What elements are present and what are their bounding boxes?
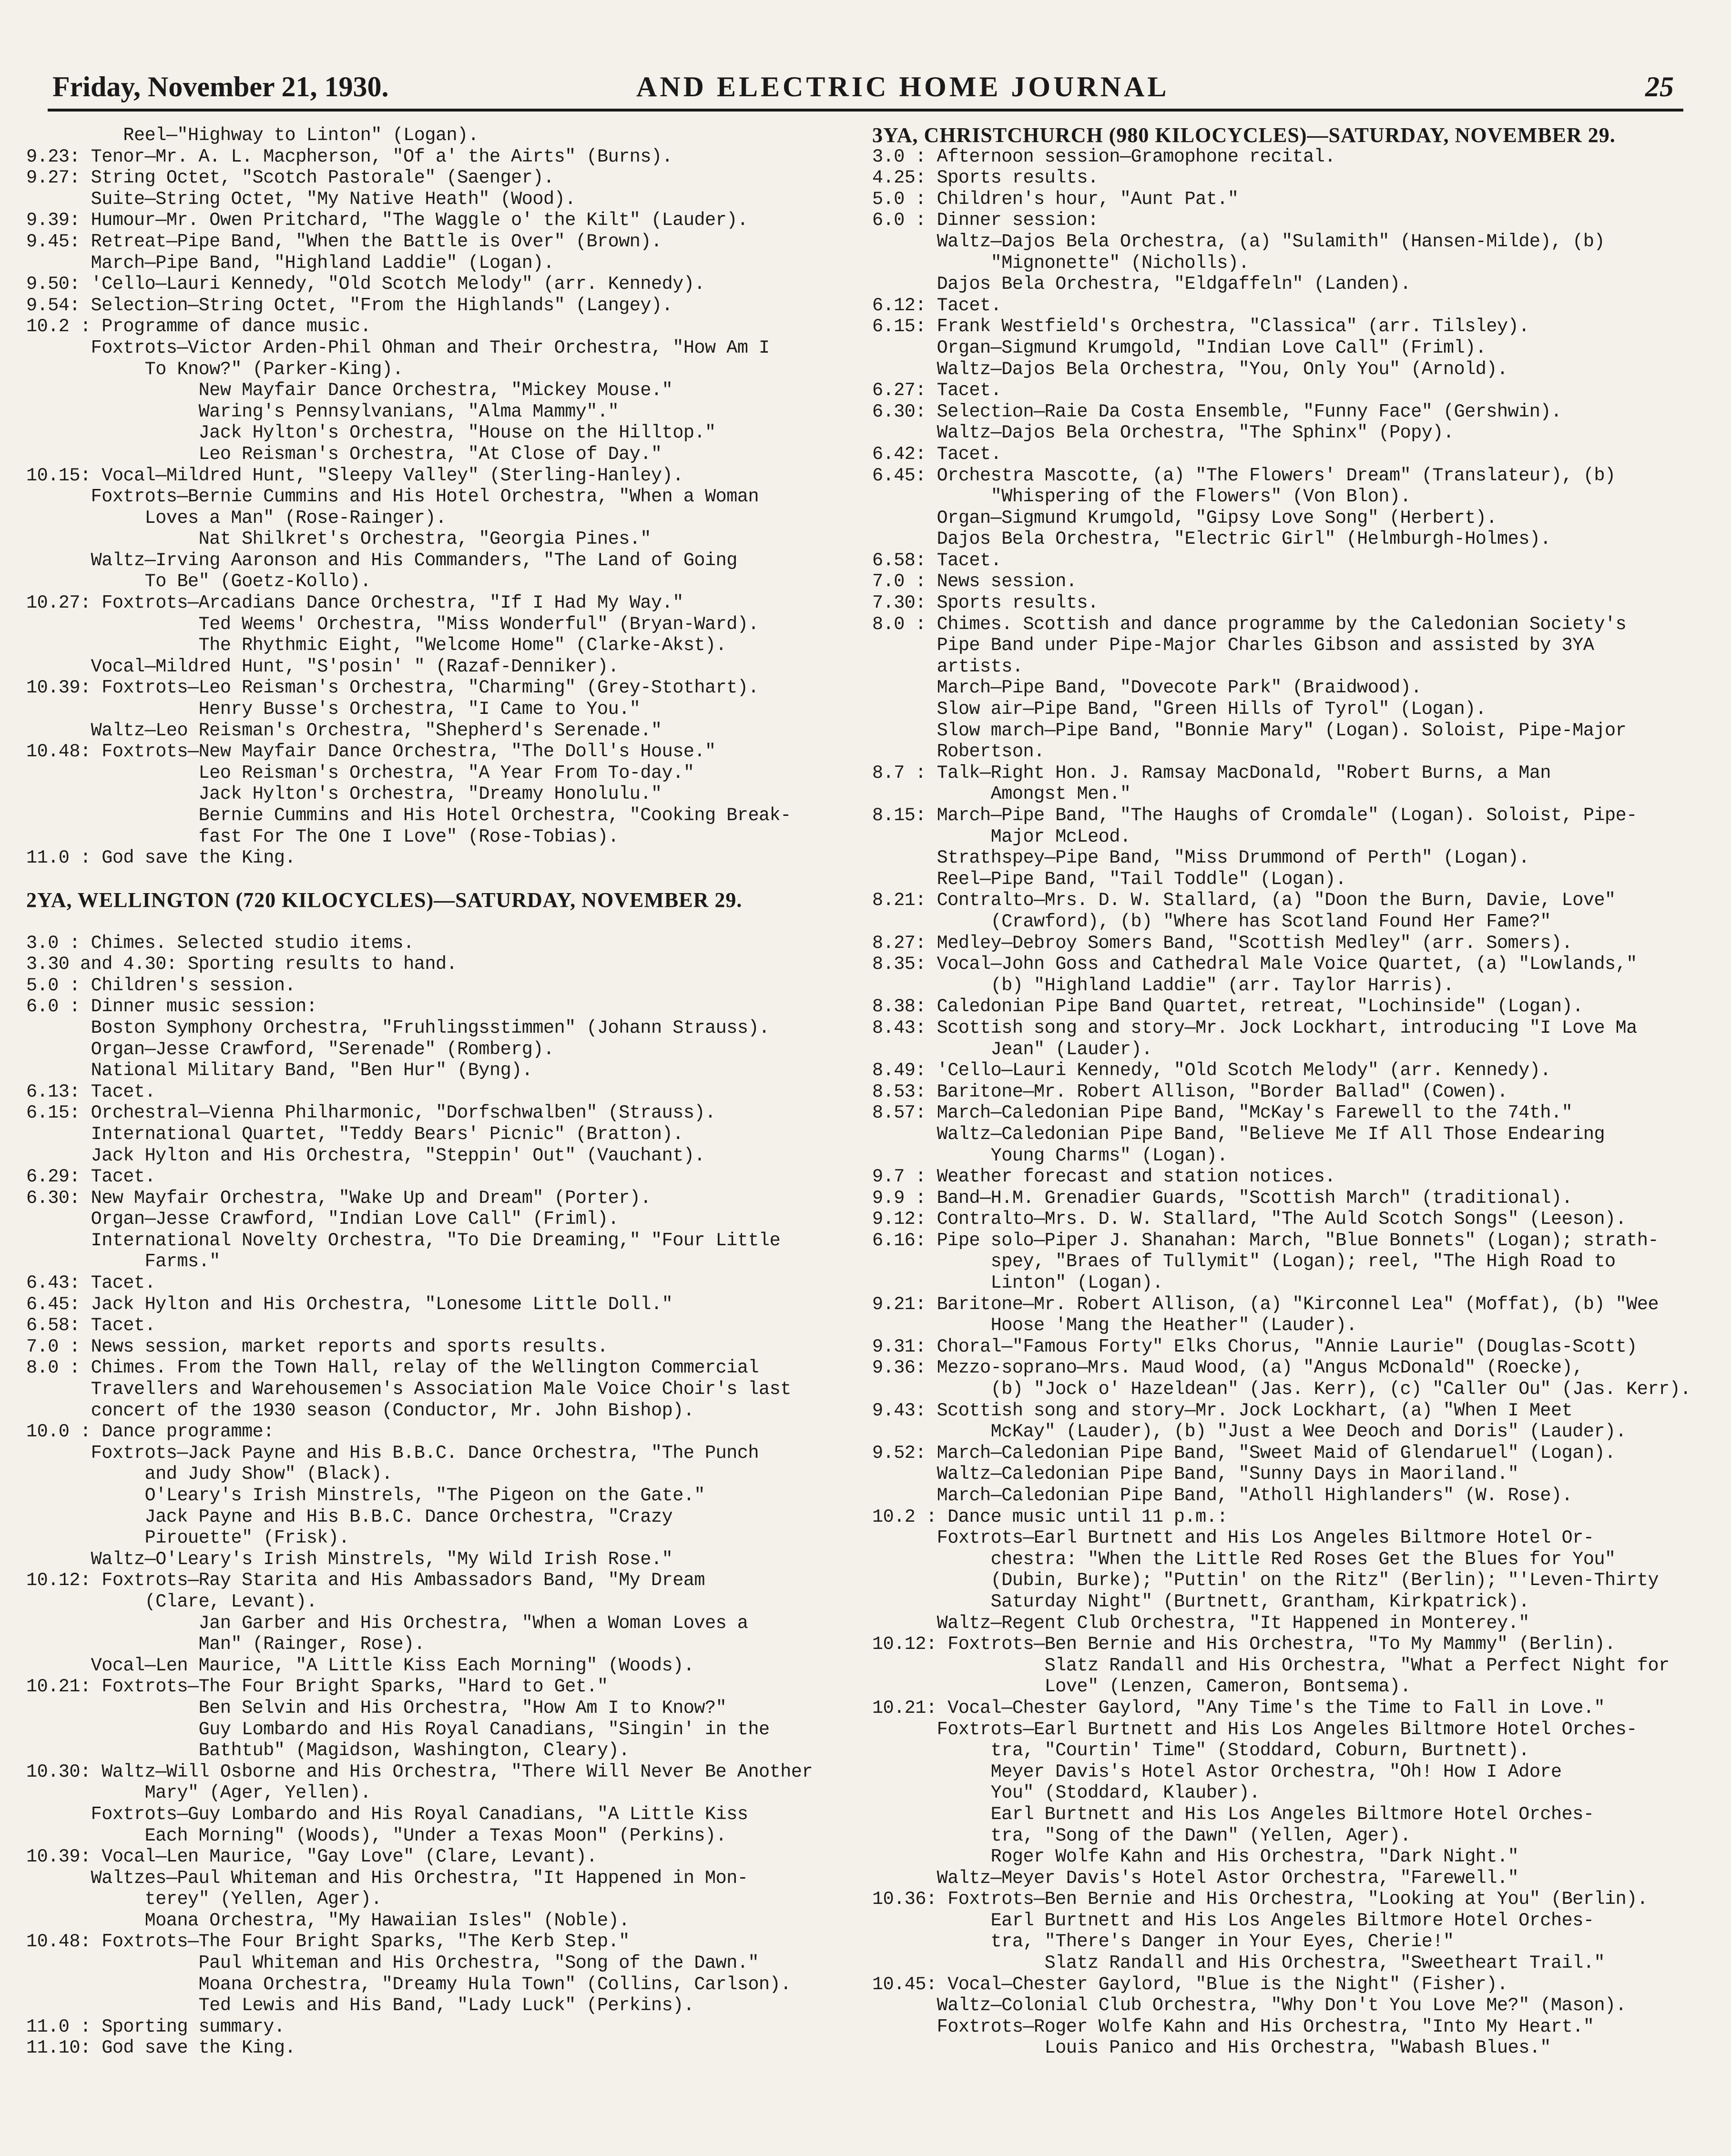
programme-line: terey" (Yellen, Ager). <box>26 1889 382 1910</box>
programme-line: 6.13: Tacet. <box>26 1081 156 1102</box>
programme-line: (b) "Highland Laddie" (arr. Taylor Harris). <box>872 975 1454 996</box>
programme-line: Slow march—Pipe Band, "Bonnie Mary" (Logan). Soloist, Pipe-Major <box>872 720 1627 741</box>
programme-line: 9.52: March—Caledonian Pipe Band, "Sweet Maid of Glendaruel" (Logan). <box>872 1442 1616 1464</box>
programme-line: Loves a Man" (Rose-Rainger). <box>26 507 447 529</box>
programme-line: (Crawford), (b) "Where has Scotland Found Her Fame?" <box>872 911 1551 932</box>
programme-line: 11.0 : God save the King. <box>26 847 296 869</box>
programme-line: Slatz Randall and His Orchestra, "What a Perfect Night for <box>872 1655 1670 1676</box>
programme-line: 10.48: Foxtrots—The Four Bright Sparks, "The Kerb Step." <box>26 1931 630 1953</box>
programme-line: 6.12: Tacet. <box>872 295 1002 316</box>
programme-line: Mary" (Ager, Yellen). <box>26 1782 371 1804</box>
programme-line: Foxtrots—Guy Lombardo and His Royal Canadians, "A Little Kiss <box>26 1803 748 1825</box>
programme-line: Man" (Rainger, Rose). <box>26 1634 425 1655</box>
left-column <box>26 125 813 2059</box>
programme-line: 7.0 : News session. <box>872 571 1077 592</box>
programme-line: 6.0 : Dinner music session: <box>26 996 317 1017</box>
programme-line: 8.57: March—Caledonian Pipe Band, "McKay's Farewell to the 74th." <box>872 1102 1573 1124</box>
programme-line: Reel—"Highway to Linton" (Logan). <box>26 125 479 146</box>
programme-line: spey, "Braes of Tullymit" (Logan); reel, "The High Road to <box>872 1251 1616 1272</box>
page-header <box>48 71 1683 112</box>
programme-line: Foxtrots—Jack Payne and His B.B.C. Dance Orchestra, "The Punch <box>26 1442 759 1464</box>
programme-line: 3.0 : Chimes. Selected studio items. <box>26 932 414 954</box>
programme-line: Waltz—O'Leary's Irish Minstrels, "My Wild Irish Rose." <box>26 1548 673 1570</box>
programme-line: Foxtrots—Roger Wolfe Kahn and His Orchestra, "Into My Heart." <box>872 2016 1594 2037</box>
programme-line: tra, "Courtin' Time" (Stoddard, Coburn, Burtnett). <box>872 1740 1529 1761</box>
programme-line: Waltz—Caledonian Pipe Band, "Sunny Days in Maoriland." <box>872 1464 1519 1485</box>
journal-title: AND ELECTRIC HOME JOURNAL <box>636 71 1170 102</box>
programme-line: 9.43: Scottish song and story—Mr. Jock Lockhart, (a) "When I Meet <box>872 1400 1573 1421</box>
programme-line: 9.39: Humour—Mr. Owen Pritchard, "The Waggle o' the Kilt" (Lauder). <box>26 210 748 231</box>
programme-line: (Dubin, Burke); "Puttin' on the Ritz" (Berlin); "'Leven-Thirty <box>872 1570 1659 1591</box>
programme-line: 7.30: Sports results. <box>872 592 1099 614</box>
programme-line: 8.27: Medley—Debroy Somers Band, "Scottish Medley" (arr. Somers). <box>872 932 1573 954</box>
programme-line: 10.2 : Programme of dance music. <box>26 316 371 337</box>
programme-line: 6.45: Jack Hylton and His Orchestra, "Lonesome Little Doll." <box>26 1293 673 1315</box>
programme-line: artists. <box>872 656 1023 677</box>
programme-line: Amongst Men." <box>872 783 1131 805</box>
programme-line: 9.9 : Band—H.M. Grenadier Guards, "Scottish March" (traditional). <box>872 1187 1573 1209</box>
programme-line: 10.21: Foxtrots—The Four Bright Sparks, "Hard to Get." <box>26 1676 608 1698</box>
programme-line: Jack Hylton and His Orchestra, "Steppin' Out" (Vauchant). <box>26 1145 705 1166</box>
programme-line: Jack Payne and His B.B.C. Dance Orchestra, "Crazy <box>26 1506 673 1527</box>
programme-line: (b) "Jock o' Hazeldean" (Jas. Kerr), (c) "Caller Ou" (Jas. Kerr). <box>872 1379 1691 1400</box>
programme-line: 8.38: Caledonian Pipe Band Quartet, retreat, "Lochinside" (Logan). <box>872 996 1583 1017</box>
programme-line: Ted Lewis and His Band, "Lady Luck" (Perkins). <box>26 1995 694 2016</box>
programme-line: 3.0 : Afternoon session—Gramophone recital. <box>872 146 1335 167</box>
programme-line: Earl Burtnett and His Los Angeles Biltmore Hotel Orches- <box>872 1803 1594 1825</box>
programme-line: New Mayfair Dance Orchestra, "Mickey Mouse." <box>26 380 673 401</box>
programme-line: 8.0 : Chimes. Scottish and dance programme by the Caledonian Society's <box>872 613 1627 635</box>
programme-line: 10.0 : Dance programme: <box>26 1421 274 1443</box>
programme-line: 6.45: Orchestra Mascotte, (a) "The Flowers' Dream" (Translateur), (b) <box>872 465 1616 486</box>
programme-line: The Rhythmic Eight, "Welcome Home" (Clarke-Akst). <box>26 635 727 656</box>
programme-line: and Judy Show" (Black). <box>26 1464 393 1485</box>
programme-line: Dajos Bela Orchestra, "Eldgaffeln" (Landen). <box>872 274 1411 295</box>
programme-line: Organ—Sigmund Krumgold, "Indian Love Call" (Friml). <box>872 337 1487 358</box>
programme-line: To Be" (Goetz-Kollo). <box>26 571 371 592</box>
programme-line: You" (Stoddard, Klauber). <box>872 1782 1260 1804</box>
programme-line: Slow air—Pipe Band, "Green Hills of Tyrol" (Logan). <box>872 699 1487 720</box>
programme-line: Vocal—Mildred Hunt, "S'posin' " (Razaf-Denniker). <box>26 656 619 677</box>
programme-line: March—Pipe Band, "Highland Laddie" (Logan). <box>26 252 554 274</box>
programme-line: Meyer Davis's Hotel Astor Orchestra, "Oh! How I Adore <box>872 1761 1562 1782</box>
programme-line: International Quartet, "Teddy Bears' Picnic" (Bratton). <box>26 1123 683 1145</box>
programme-line: Linton" (Logan). <box>872 1272 1163 1294</box>
programme-line: 6.27: Tacet. <box>872 380 1002 401</box>
programme-line: Bernie Cummins and His Hotel Orchestra, "Cooking Break- <box>26 805 791 826</box>
programme-line: March—Pipe Band, "Dovecote Park" (Braidwood). <box>872 677 1422 699</box>
programme-line: 8.21: Contralto—Mrs. D. W. Stallard, (a) "Doon the Burn, Davie, Love" <box>872 890 1616 911</box>
programme-line: Foxtrots—Bernie Cummins and His Hotel Orchestra, "When a Woman <box>26 486 759 508</box>
programme-line: 9.36: Mezzo-soprano—Mrs. Maud Wood, (a) "Angus McDonald" (Roecke), <box>872 1357 1583 1379</box>
station-heading: 3YA, CHRISTCHURCH (980 KILOCYCLES)—SATURDAY, NOVEMBER 29. <box>872 123 1616 147</box>
programme-line: Boston Symphony Orchestra, "Fruhlingsstimmen" (Johann Strauss). <box>26 1017 770 1038</box>
right-column <box>872 123 1691 2059</box>
programme-line: 6.58: Tacet. <box>872 549 1002 571</box>
programme-line: Waltz—Irving Aaronson and His Commanders, "The Land of Going <box>26 549 737 571</box>
programme-line: Leo Reisman's Orchestra, "A Year From To-day." <box>26 762 694 783</box>
programme-line: Robertson. <box>872 741 1045 763</box>
programme-line: 6.43: Tacet. <box>26 1272 156 1294</box>
spacer <box>26 911 808 933</box>
programme-line: 10.36: Foxtrots—Ben Bernie and His Orchestra, "Looking at You" (Berlin). <box>872 1889 1648 1910</box>
programme-line: Each Morning" (Woods), "Under a Texas Moon" (Perkins). <box>26 1825 727 1846</box>
programme-line: Waltzes—Paul Whiteman and His Orchestra, "It Happened in Mon- <box>26 1867 748 1889</box>
programme-line: (Clare, Levant). <box>26 1591 317 1612</box>
programme-line: 6.15: Frank Westfield's Orchestra, "Classica" (arr. Tilsley). <box>872 316 1529 337</box>
programme-line: Roger Wolfe Kahn and His Orchestra, "Dark Night." <box>872 1846 1519 1868</box>
programme-line: Waltz—Dajos Bela Orchestra, (a) "Sulamith" (Hansen-Milde), (b) <box>872 231 1605 252</box>
programme-line: Pipe Band under Pipe-Major Charles Gibson and assisted by 3YA <box>872 635 1594 656</box>
programme-line: Hoose 'Mang the Heather" (Lauder). <box>872 1315 1357 1336</box>
programme-line: Waltz—Leo Reisman's Orchestra, "Shepherd's Serenade." <box>26 720 662 741</box>
programme-line: 9.12: Contralto—Mrs. D. W. Stallard, "The Auld Scotch Songs" (Leeson). <box>872 1209 1627 1230</box>
programme-line: Major McLeod. <box>872 826 1131 847</box>
programme-line: Slatz Randall and His Orchestra, "Sweetheart Trail." <box>872 1953 1605 1974</box>
programme-line: Leo Reisman's Orchestra, "At Close of Day." <box>26 443 662 465</box>
programme-line: Moana Orchestra, "My Hawaiian Isles" (Noble). <box>26 1910 630 1931</box>
programme-line: Saturday Night" (Burtnett, Grantham, Kirkpatrick). <box>872 1591 1529 1612</box>
programme-line: 5.0 : Children's hour, "Aunt Pat." <box>872 188 1239 210</box>
programme-line: 6.42: Tacet. <box>872 443 1002 465</box>
programme-line: 8.43: Scottish song and story—Mr. Jock Lockhart, introducing "I Love Ma <box>872 1017 1637 1038</box>
programme-line: 10.45: Vocal—Chester Gaylord, "Blue is the Night" (Fisher). <box>872 1973 1508 1995</box>
programme-line: 10.39: Foxtrots—Leo Reisman's Orchestra, "Charming" (Grey-Stothart). <box>26 677 759 699</box>
programme-line: 9.31: Choral—"Famous Forty" Elks Chorus, "Annie Laurie" (Douglas-Scott) <box>872 1336 1637 1357</box>
programme-line: 8.7 : Talk—Right Hon. J. Ramsay MacDonald, "Robert Burns, a Man <box>872 762 1551 783</box>
programme-line: 8.15: March—Pipe Band, "The Haughs of Cromdale" (Logan). Soloist, Pipe- <box>872 805 1637 826</box>
programme-line: Farms." <box>26 1251 220 1272</box>
programme-line: Waring's Pennsylvanians, "Alma Mammy"." <box>26 401 619 422</box>
programme-line: Waltz—Dajos Bela Orchestra, "The Sphinx" (Popy). <box>872 422 1454 444</box>
programme-line: 8.35: Vocal—John Goss and Cathedral Male Voice Quartet, (a) "Lowlands," <box>872 954 1637 975</box>
programme-line: Nat Shilkret's Orchestra, "Georgia Pines." <box>26 529 652 550</box>
programme-line: "Mignonette" (Nicholls). <box>872 252 1250 274</box>
programme-line: 9.21: Baritone—Mr. Robert Allison, (a) "Kirconnel Lea" (Moffat), (b) "Wee <box>872 1293 1659 1315</box>
programme-line: Love" (Lenzen, Cameron, Bontsema). <box>872 1676 1411 1698</box>
programme-line: National Military Band, "Ben Hur" (Byng). <box>26 1060 533 1081</box>
programme-line: 10.39: Vocal—Len Maurice, "Gay Love" (Clare, Levant). <box>26 1846 597 1868</box>
programme-line: 4.25: Sports results. <box>872 167 1099 189</box>
programme-line: tra, "There's Danger in Your Eyes, Cherie!" <box>872 1931 1454 1953</box>
programme-line: Jack Hylton's Orchestra, "Dreamy Honolulu." <box>26 783 662 805</box>
programme-line: 9.54: Selection—String Octet, "From the Highlands" (Langey). <box>26 295 673 316</box>
programme-line: 9.27: String Octet, "Scotch Pastorale" (Saenger). <box>26 167 554 189</box>
programme-line: 6.15: Orchestral—Vienna Philharmonic, "Dorfschwalben" (Strauss). <box>26 1102 716 1124</box>
programme-line: March—Caledonian Pipe Band, "Atholl Highlanders" (W. Rose). <box>872 1485 1573 1506</box>
programme-line: 6.29: Tacet. <box>26 1166 156 1188</box>
station-heading: 2YA, WELLINGTON (720 KILOCYCLES)—SATURDAY, NOVEMBER 29. <box>26 888 743 912</box>
programme-line: Louis Panico and His Orchestra, "Wabash Blues." <box>872 2037 1551 2059</box>
programme-line: Reel—Pipe Band, "Tail Toddle" (Logan). <box>872 868 1346 890</box>
programme-line: Guy Lombardo and His Royal Canadians, "Singin' in the <box>26 1719 770 1740</box>
programme-line: Waltz—Meyer Davis's Hotel Astor Orchestra, "Farewell." <box>872 1867 1519 1889</box>
programme-line: "Whispering of the Flowers" (Von Blon). <box>872 486 1411 508</box>
programme-line: 9.23: Tenor—Mr. A. L. Macpherson, "Of a' the Airts" (Burns). <box>26 146 673 167</box>
programme-line: McKay" (Lauder), (b) "Just a Wee Deoch and Doris" (Lauder). <box>872 1421 1627 1443</box>
programme-line: Jack Hylton's Orchestra, "House on the Hilltop." <box>26 422 716 444</box>
programme-line: Jan Garber and His Orchestra, "When a Woman Loves a <box>26 1612 748 1634</box>
programme-line: Young Charms" (Logan). <box>872 1145 1228 1166</box>
programme-line: Foxtrots—Earl Burtnett and His Los Angeles Biltmore Hotel Or- <box>872 1527 1594 1549</box>
programme-line: Jean" (Lauder). <box>872 1038 1152 1060</box>
programme-line: Earl Burtnett and His Los Angeles Biltmore Hotel Orches- <box>872 1910 1594 1931</box>
programme-line: 3.30 and 4.30: Sporting results to hand. <box>26 954 458 975</box>
programme-line: Strathspey—Pipe Band, "Miss Drummond of Perth" (Logan). <box>872 847 1529 869</box>
programme-line: concert of the 1930 season (Conductor, Mr. John Bishop). <box>26 1400 694 1421</box>
programme-line: 6.58: Tacet. <box>26 1315 156 1336</box>
programme-line: 7.0 : News session, market reports and sports results. <box>26 1336 608 1357</box>
spacer <box>26 869 808 890</box>
programme-line: chestra: "When the Little Red Roses Get the Blues for You" <box>872 1548 1616 1570</box>
programme-line: 10.27: Foxtrots—Arcadians Dance Orchestra, "If I Had My Way." <box>26 592 683 614</box>
programme-line: 11.10: God save the King. <box>26 2037 296 2059</box>
programme-line: Paul Whiteman and His Orchestra, "Song of the Dawn." <box>26 1953 759 1974</box>
programme-line: 10.12: Foxtrots—Ray Starita and His Ambassadors Band, "My Dream <box>26 1570 705 1591</box>
programme-line: 10.30: Waltz—Will Osborne and His Orchestra, "There Will Never Be Another <box>26 1761 813 1782</box>
programme-line: Organ—Sigmund Krumgold, "Gipsy Love Song" (Herbert). <box>872 507 1497 529</box>
programme-line: 6.30: New Mayfair Orchestra, "Wake Up and Dream" (Porter). <box>26 1187 652 1209</box>
programme-line: 6.0 : Dinner session: <box>872 210 1099 231</box>
programme-line: Foxtrots—Victor Arden-Phil Ohman and Their Orchestra, "How Am I <box>26 337 770 358</box>
programme-line: 5.0 : Children's session. <box>26 975 296 996</box>
programme-line: Bathtub" (Magidson, Washington, Cleary). <box>26 1740 630 1761</box>
programme-line: tra, "Song of the Dawn" (Yellen, Ager). <box>872 1825 1411 1846</box>
programme-line: 9.7 : Weather forecast and station notices. <box>872 1166 1335 1188</box>
programme-line: Waltz—Colonial Club Orchestra, "Why Don't You Love Me?" (Mason). <box>872 1995 1627 2016</box>
programme-line: To Know?" (Parker-King). <box>26 358 404 380</box>
programme-line: 6.16: Pipe solo—Piper J. Shanahan: March, "Blue Bonnets" (Logan); strath- <box>872 1230 1659 1251</box>
programme-line: 10.12: Foxtrots—Ben Bernie and His Orchestra, "To My Mammy" (Berlin). <box>872 1634 1616 1655</box>
programme-line: Organ—Jesse Crawford, "Serenade" (Romberg). <box>26 1038 554 1060</box>
programme-line: Henry Busse's Orchestra, "I Came to You." <box>26 699 641 720</box>
page-number: 25 <box>1645 71 1674 102</box>
programme-line: Waltz—Regent Club Orchestra, "It Happened in Monterey." <box>872 1612 1529 1634</box>
programme-line: 11.0 : Sporting summary. <box>26 2016 285 2037</box>
programme-line: O'Leary's Irish Minstrels, "The Pigeon on the Gate." <box>26 1485 705 1506</box>
programme-line: 6.30: Selection—Raie Da Costa Ensemble, "Funny Face" (Gershwin). <box>872 401 1562 422</box>
programme-line: Pirouette" (Frisk). <box>26 1527 350 1549</box>
programme-line: Dajos Bela Orchestra, "Electric Girl" (Helmburgh-Holmes). <box>872 529 1551 550</box>
programme-line: Suite—String Octet, "My Native Heath" (Wood). <box>26 188 576 210</box>
programme-line: 9.50: 'Cello—Lauri Kennedy, "Old Scotch Melody" (arr. Kennedy). <box>26 274 705 295</box>
programme-line: 8.53: Baritone—Mr. Robert Allison, "Border Ballad" (Cowen). <box>872 1081 1508 1102</box>
programme-line: 9.45: Retreat—Pipe Band, "When the Battle is Over" (Brown). <box>26 231 662 252</box>
programme-line: Organ—Jesse Crawford, "Indian Love Call" (Friml). <box>26 1209 619 1230</box>
programme-line: Foxtrots—Earl Burtnett and His Los Angeles Biltmore Hotel Orches- <box>872 1719 1637 1740</box>
programme-line: fast For The One I Love" (Rose-Tobias). <box>26 826 619 847</box>
programme-line: Waltz—Dajos Bela Orchestra, "You, Only You" (Arnold). <box>872 358 1508 380</box>
programme-line: 10.15: Vocal—Mildred Hunt, "Sleepy Valley" (Sterling-Hanley). <box>26 465 683 486</box>
programme-line: Waltz—Caledonian Pipe Band, "Believe Me If All Those Endearing <box>872 1123 1605 1145</box>
programme-line: Travellers and Warehousemen's Association Male Voice Choir's last <box>26 1379 791 1400</box>
programme-line: International Novelty Orchestra, "To Die Dreaming," "Four Little <box>26 1230 781 1251</box>
programme-line: 8.49: 'Cello—Lauri Kennedy, "Old Scotch Melody" (arr. Kennedy). <box>872 1060 1551 1081</box>
programme-line: 10.48: Foxtrots—New Mayfair Dance Orchestra, "The Doll's House." <box>26 741 716 763</box>
issue-date: Friday, November 21, 1930. <box>52 71 389 102</box>
programme-line: Moana Orchestra, "Dreamy Hula Town" (Collins, Carlson). <box>26 1973 791 1995</box>
programme-line: 10.21: Vocal—Chester Gaylord, "Any Time's the Time to Fall in Love." <box>872 1697 1605 1719</box>
programme-line: 8.0 : Chimes. From the Town Hall, relay of the Wellington Commercial <box>26 1357 759 1379</box>
programme-line: Ben Selvin and His Orchestra, "How Am I to Know?" <box>26 1697 727 1719</box>
programme-line: Vocal—Len Maurice, "A Little Kiss Each Morning" (Woods). <box>26 1655 694 1676</box>
programme-line: 10.2 : Dance music until 11 p.m.: <box>872 1506 1228 1527</box>
programme-line: Ted Weems' Orchestra, "Miss Wonderful" (Bryan-Ward). <box>26 613 759 635</box>
